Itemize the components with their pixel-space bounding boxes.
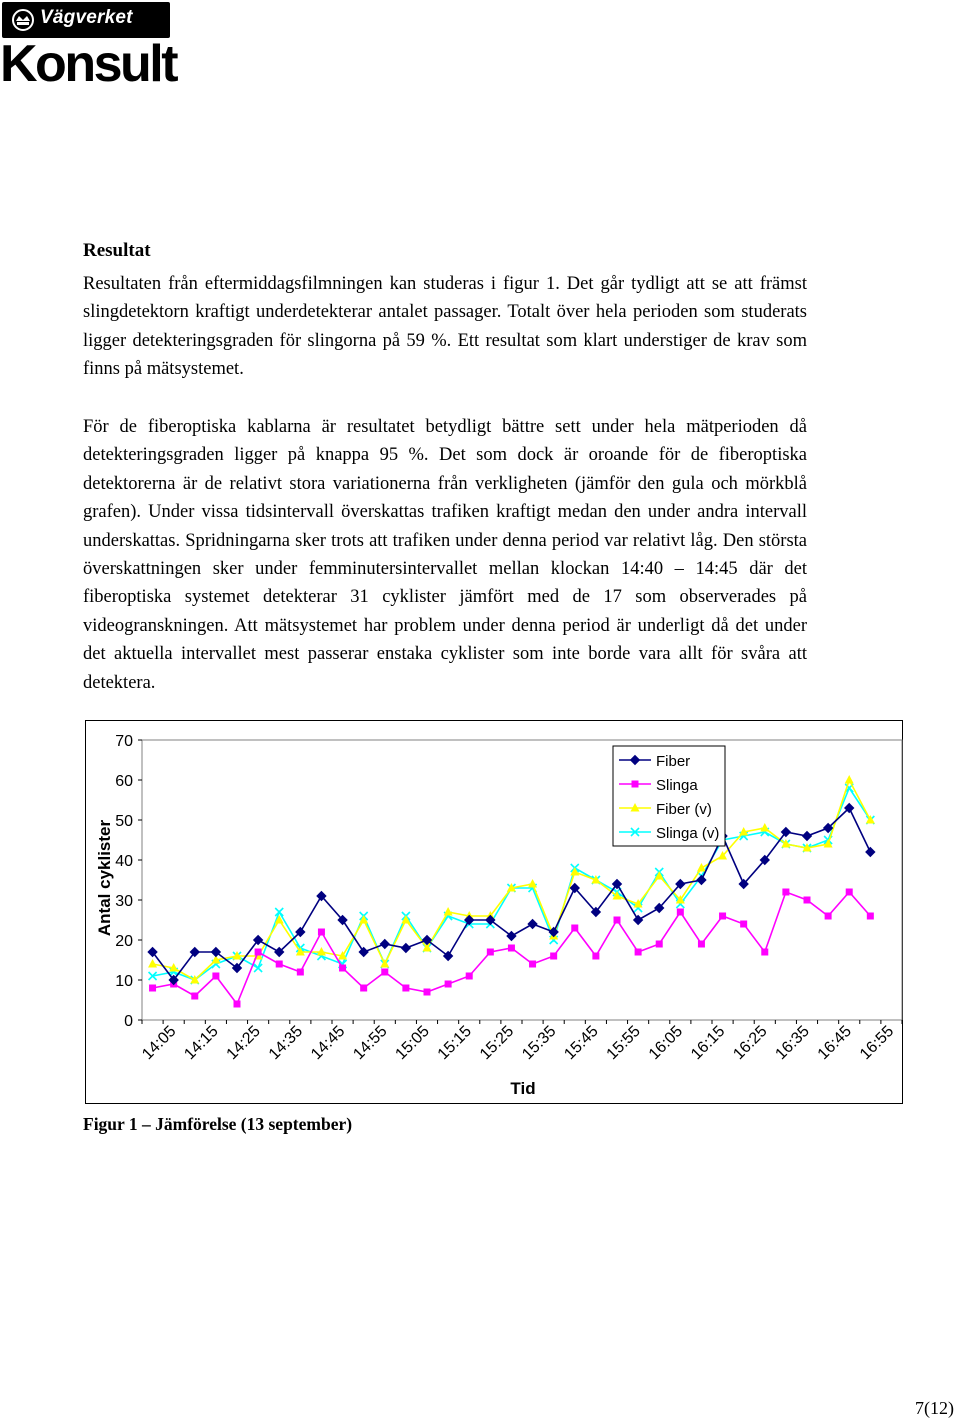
paragraph-1: Resultaten från eftermiddagsfilmningen kan studeras i figur 1. Det går tydligt att se att främst slingdetektorn kraftigt underdetekterar antalet passager. Totalt över hela perioden som studerats ligger detekteringsgraden för slingorna på 59 %. Ett resultat som klart understiger de krav som finns på mätsystemet. [83,274,807,380]
legend [613,746,725,846]
logo-wordmark: Konsult [0,35,177,93]
vagverket-konsult-logo [0,0,175,95]
x-tick-label: 14:15 [181,1022,222,1064]
x-tick-label: 16:05 [645,1022,687,1064]
x-tick-label: 15:35 [519,1022,560,1064]
y-tick-label: 20 [115,933,133,950]
y-tick-label: 40 [115,853,133,870]
line-chart [85,720,903,1104]
x-tick-label: 16:55 [856,1022,898,1064]
x-tick-label: 14:05 [139,1022,180,1064]
data-point-slinga [635,949,642,956]
data-point-slinga [614,917,621,924]
x-tick-label: 15:55 [603,1022,644,1064]
data-point-slinga [740,921,747,928]
y-axis-title: Antal cyklister [95,819,114,937]
data-point-slinga [212,973,219,980]
x-tick-label: 16:45 [814,1022,856,1064]
data-point-slinga [360,985,367,992]
x-tick-label: 16:25 [730,1022,771,1064]
data-point-slinga [487,949,494,956]
data-point-slinga [297,969,304,976]
data-point-slinga [656,941,663,948]
x-tick-label: 15:45 [561,1022,602,1064]
figure-caption: Figur 1 – Jämförelse (13 september) [83,1114,353,1134]
legend-marker-slinga [632,781,639,788]
data-point-slinga [402,985,409,992]
legend-label-fiber: Fiber [656,753,691,770]
y-tick-label: 10 [115,973,133,990]
logo-badge-text: Vägverket [40,7,133,28]
x-tick-label: 14:45 [308,1022,349,1064]
data-point-slinga [339,965,346,972]
x-tick-label: 15:15 [434,1022,476,1064]
section-heading: Resultat [83,240,151,261]
data-point-slinga [825,913,832,920]
legend-label-slinga-v: Slinga (v) [656,825,720,842]
data-point-slinga [867,913,874,920]
x-tick-label: 15:25 [476,1022,518,1064]
data-point-slinga [782,889,789,896]
x-tick-label: 16:35 [772,1022,813,1064]
y-tick-label: 50 [115,813,133,830]
page-number: 7(12) [915,1398,954,1418]
data-point-slinga [592,953,599,960]
data-point-slinga [318,929,325,936]
y-tick-label: 60 [115,773,133,790]
x-tick-label: 15:05 [392,1022,433,1064]
x-tick-label: 14:25 [223,1022,264,1064]
data-point-slinga [276,961,283,968]
data-point-slinga [424,989,431,996]
x-tick-label: 16:15 [688,1022,729,1064]
x-tick-label: 14:35 [265,1022,307,1064]
data-point-slinga [381,969,388,976]
data-point-slinga [529,961,536,968]
data-point-slinga [761,949,768,956]
data-point-slinga [846,889,853,896]
paragraph-2: För de fiberoptiska kablarna är resultatet betydligt bättre sett under hela mätperioden då detekteringsgraden ligger på knappa 95 %. Det som dock är oroande för de fiberoptiska detektorerna är de relativt stora variationerna från verkligheten (jämför den gula och mörkblå grafen). Under vissa tidsintervall överskattas trafiken kraftigt medan den under andra intervall underskattas. Spridningarna sker trots att trafiken under denna period var relativt låg. Den största överskattningen sker under femminutersintervallet mellan klockan 14:40 – 14:45 där det fiberoptiska systemet detekterar 31 cyklister jämfört med de 17 som observerades på videogranskningen. Att mätsystemet har problem under denna period är underligt då det under det aktuella intervallet mest passerar enstaka cyklister som inte borde vara allt för svåra att detektera. [83,417,807,693]
data-point-slinga [508,945,515,952]
logo-badge [2,2,170,38]
y-tick-label: 0 [124,1013,133,1030]
legend-label-slinga: Slinga [656,777,698,794]
data-point-slinga [445,981,452,988]
data-point-slinga [149,985,156,992]
data-point-slinga [719,913,726,920]
data-point-slinga [550,953,557,960]
y-tick-label: 30 [115,893,133,910]
data-point-slinga [677,909,684,916]
data-point-slinga [191,993,198,1000]
data-point-slinga [571,925,578,932]
x-tick-label: 14:55 [350,1022,391,1064]
data-point-slinga [698,941,705,948]
data-point-slinga [255,949,262,956]
data-point-slinga [234,1001,241,1008]
data-point-slinga [466,973,473,980]
x-axis-title: Tid [510,1079,536,1098]
crown-icon [10,8,36,32]
data-point-slinga [804,897,811,904]
y-tick-label: 70 [115,733,133,750]
legend-label-fiber-v: Fiber (v) [656,801,712,818]
